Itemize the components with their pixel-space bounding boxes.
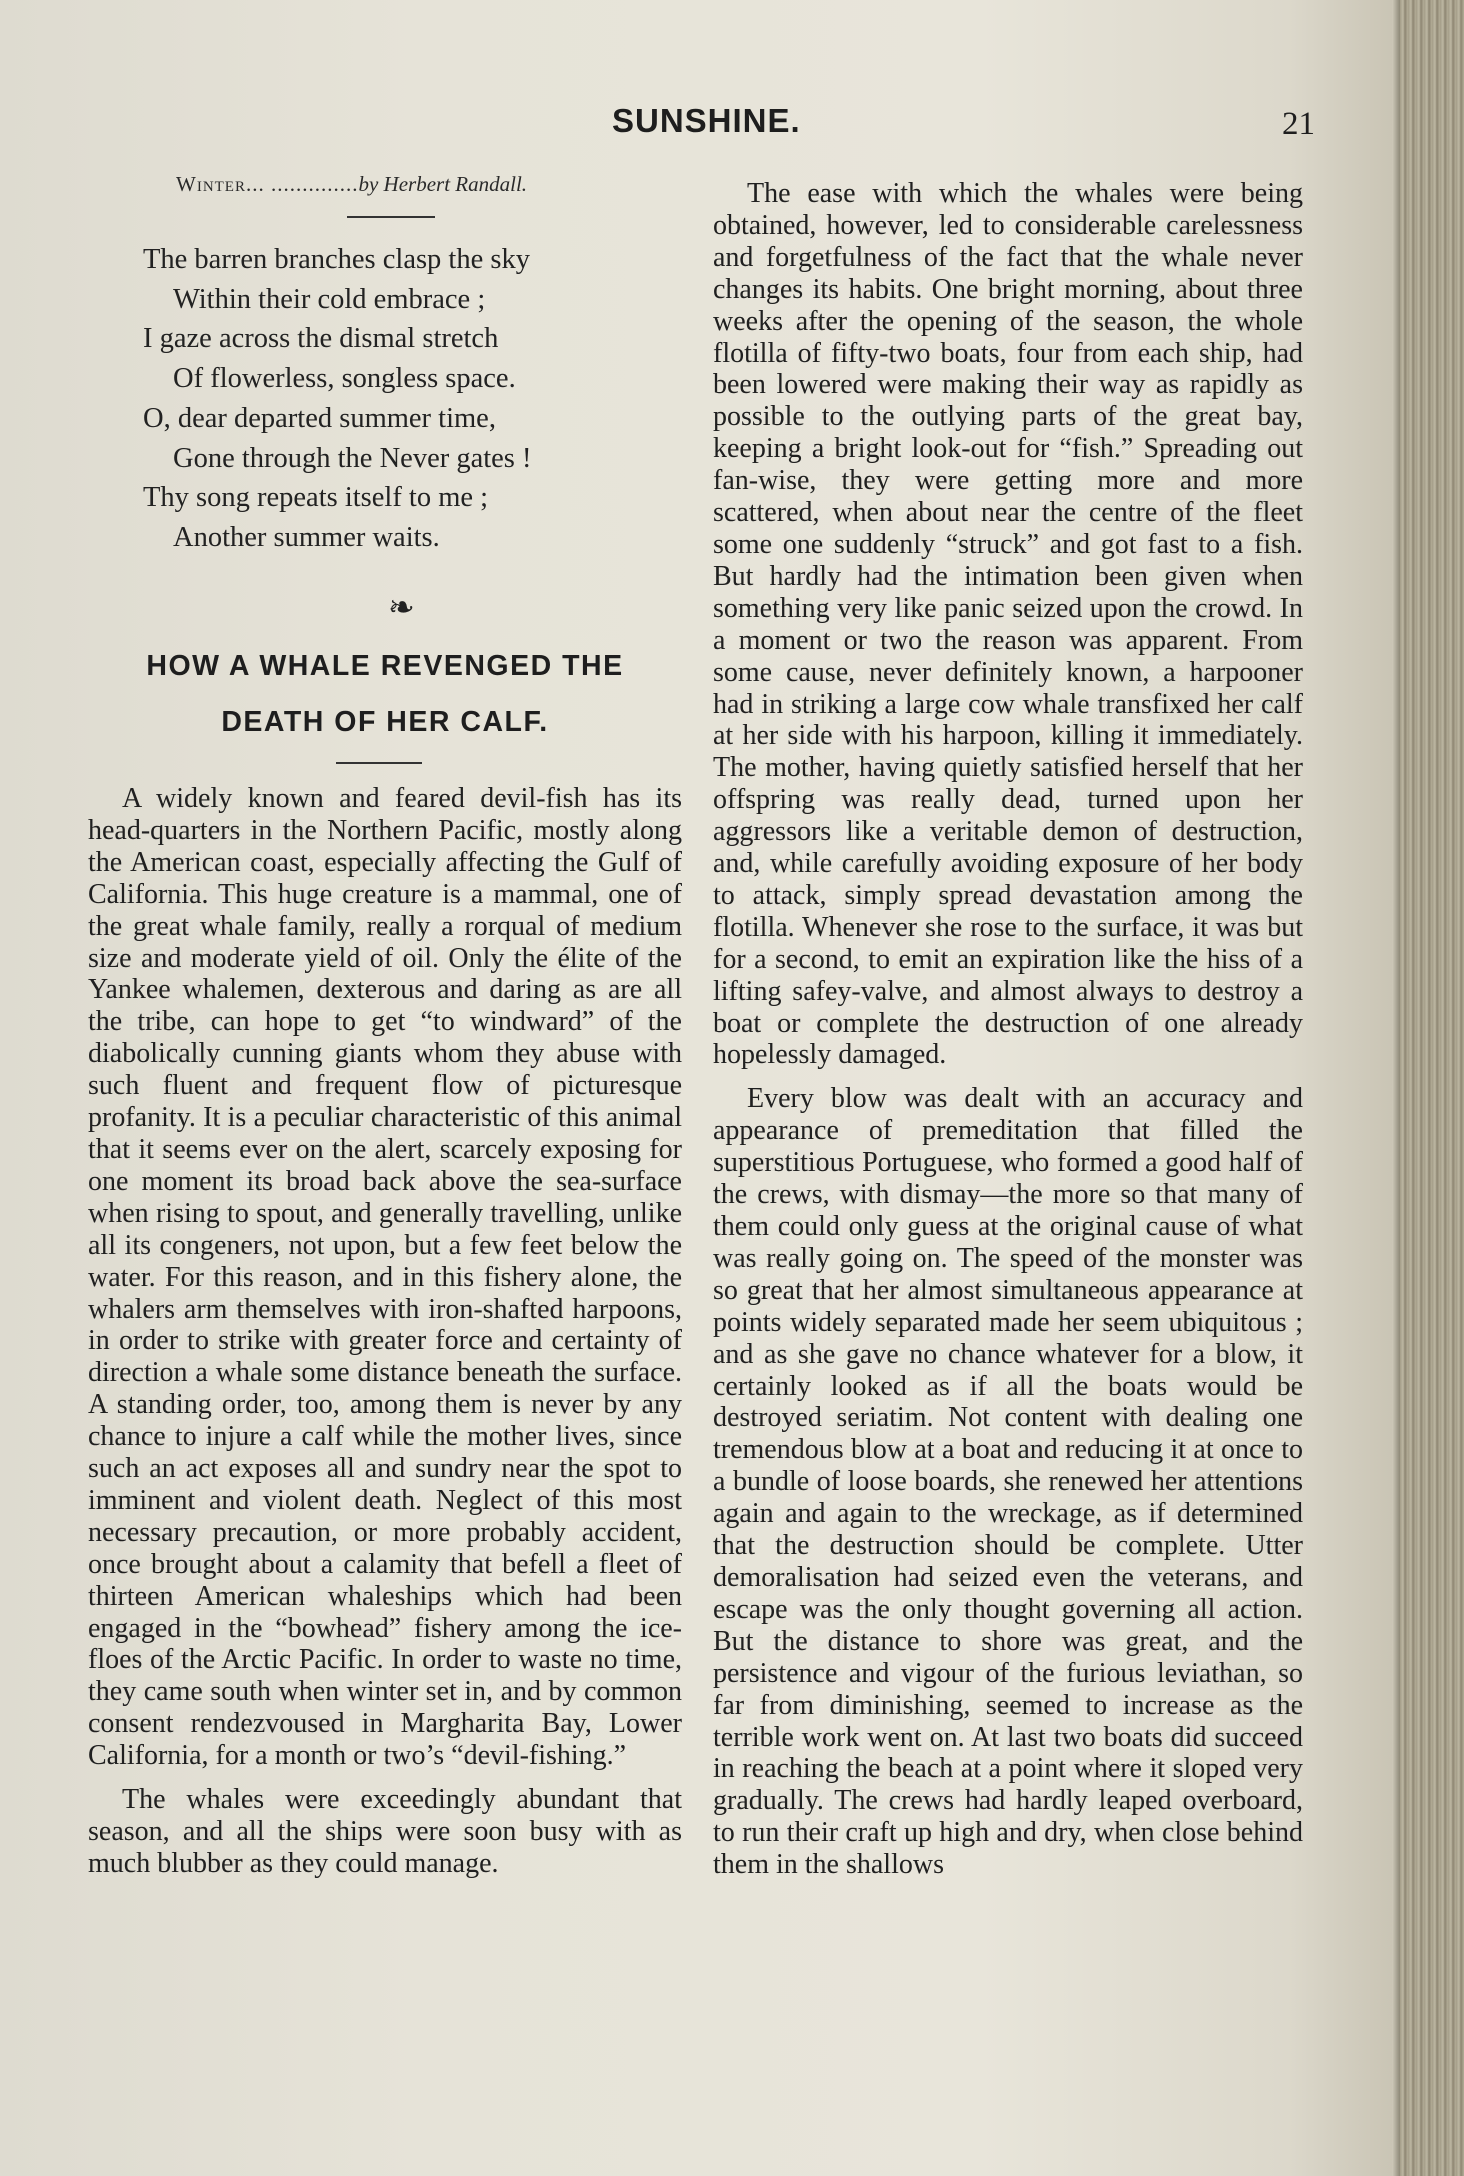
poem-line: Of flowerless, songless space. — [173, 362, 516, 394]
poem-line: I gaze across the dismal stretch — [143, 323, 499, 354]
running-title: SUNSHINE. — [612, 102, 801, 139]
right-column — [713, 178, 1303, 1881]
article-headline-line-1: HOW A WHALE REVENGED THE — [146, 650, 624, 682]
page-number: 21 — [1282, 106, 1315, 142]
divider-rule — [347, 216, 435, 218]
left-column — [88, 783, 682, 1880]
poem-stanza-2 — [143, 399, 683, 557]
article-paragraph: The ease with which the whales were being obtained, however, led to considerable carelessness and forgetfulness of the fact that the whale never changes its habits. One bright morning, about three weeks after the opening of the season, the whole flotilla of fifty-two boats, four from each ship, had been lowered were making their way as rapidly as possible to the outlying parts of the great bay, keeping a bright look-out for “fish.” Spreading out fan-wise, they were getting more and more scattered, when about near the centre of the fleet some one suddenly “struck” and got fast to a fish. But hardly had the intimation been given when something very like panic seized upon the crowd. In a moment or two the reason was apparent. From some cause, never definitely known, a harpooner had in striking a large cow whale transfixed her calf at her side with his harpoon, killing it immediately. The mother, having quietly satisfied herself that her offspring was really dead, turned upon her aggressors like a veritable demon of destruction, and, while carefully avoiding exposure of her body to attack, simply spread devastation among the flotilla. Whenever she rose to the surface, it was but for a second, to emit an expiration like the hiss of a lifting safey-valve, and almost always to destroy a boat or complete the destruction of one already hopelessly damaged. — [713, 178, 1303, 1071]
poem-author: by Herbert Randall. — [358, 172, 528, 196]
poem-line: O, dear departed summer time, — [143, 403, 496, 434]
article-headline-line-2: DEATH OF HER CALF. — [221, 706, 549, 738]
poem-line: Within their cold embrace ; — [173, 283, 486, 315]
divider-rule — [336, 762, 422, 764]
article-paragraph: A widely known and feared devil-fish has its head-quarters in the Northern Pacific, mostly along the American coast, especially affecting the Gulf of California. This huge creature is a mammal, one of the great whale family, really a rorqual of medium size and moderate yield of oil. Only the élite of the Yankee whalemen, dexterous and daring as are all the tribe, can hope to get “to windward” of the diabolically cunning giants whom they abuse with such fluent and frequent flow of picturesque profanity. It is a peculiar characteristic of this animal that it seems ever on the alert, scarcely exposing for one moment its broad back above the sea-surface when rising to spout, and generally travelling, unlike all its congeners, not upon, but a few feet below the water. For this reason, and in this fishery alone, the whalers arm themselves with iron-shafted harpoons, in order to strike with greater force and certainty of direction a whale some distance beneath the surface. A standing order, too, among them is never by any chance to injure a calf while the mother lives, since such an act exposes all and sundry near the spot to imminent and violent death. Neglect of this most necessary precaution, or more probably accident, once brought about a calamity that befell a fleet of thirteen American whaleships which had been engaged in the “bowhead” fishery among the ice-floes of the Arctic Pacific. In order to waste no time, they came south when winter set in, and by common consent rendezvoused in Margharita Bay, Lower California, for a month or two’s “devil-fishing.” — [88, 783, 682, 1772]
article-paragraph: Every blow was dealt with an accuracy and appearance of premeditation that filled the superstitious Portuguese, who formed a good half of the crews, with dismay—the more so that many of them could only guess at the original cause of what was really going on. The speed of the monster was so great that her almost simultaneous appearance at points widely separated made her seem ubiquitous ; and as she gave no chance whatever for a blow, it certainly looked as if all the boats would be destroyed seriatim. Not content with dealing one tremendous blow at a boat and reducing it at once to a bundle of loose boards, she renewed her attentions again and again to the wreckage, as if determined that the destruction should be complete. Utter demoralisation had seized even the veterans, and escape was the only thought governing all action. But the distance to shore was great, and the persistence and vigour of the furious leviathan, so far from diminishing, seemed to increase as the terrible work went on. At last two boats did succeed in reaching the beach at a point where it sloped very gradually. The crews had hardly leaped overboard, to run their craft up high and dry, when close behind them in the shallows — [713, 1083, 1303, 1881]
poem-line: Thy song repeats itself to me ; — [143, 482, 489, 513]
poem-title: Winter — [176, 172, 246, 196]
article-paragraph: The whales were exceedingly abundant that season, and all the ships were soon busy with as much blubber as they could manage. — [88, 1784, 682, 1879]
ornament-icon: ❧ — [388, 588, 415, 626]
poem-byline — [176, 172, 527, 197]
poem-stanza-1 — [143, 240, 683, 398]
poem-line: Gone through the Never gates ! — [173, 442, 532, 474]
poem-leader: ... .............. — [245, 172, 359, 196]
poem-line: The barren branches clasp the sky — [143, 244, 530, 275]
book-page-edges — [1400, 0, 1464, 2176]
poem-line: Another summer waits. — [173, 521, 440, 553]
